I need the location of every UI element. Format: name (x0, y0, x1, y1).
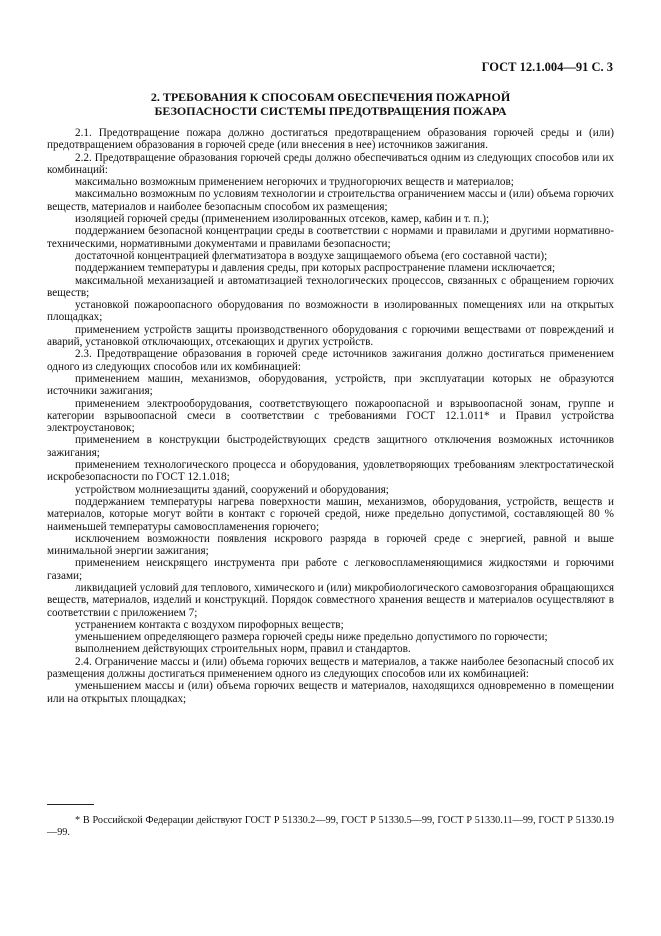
document-body (47, 127, 614, 705)
paragraph: максимально возможным применением негорючих и трудногорючих веществ и материалов; (75, 176, 514, 189)
paragraph: 2.2. Предотвращение образования горючей среды должно обеспечиваться одним из следующих способов или их комбинаций: (47, 151, 614, 176)
paragraph: применением неискрящего инструмента при работе с легковоспламеняющимися жидкостями и горючими газами; (47, 557, 614, 582)
paragraph: уменьшением массы и (или) объема горючих веществ и материалов, находящихся одновременно в помещении или на открытых площадках; (47, 680, 614, 705)
page-header: ГОСТ 12.1.004—91 С. 3 (481, 60, 613, 74)
paragraph: применением в конструкции быстродействующих средств защитного отключения возможных источников зажигания; (47, 434, 614, 459)
footnote-divider (47, 804, 94, 805)
paragraph: выполнением действующих строительных норм, правил и стандартов. (75, 643, 411, 656)
paragraph: применением электрооборудования, соответствующего пожароопасной и взрывоопасной зонам, группе и категории взрывоопасной смеси в соответствии с требованиями ГОСТ 12.1.011* и Правил устройства электроустановок; (47, 397, 614, 435)
paragraph: 2.4. Ограничение массы и (или) объема горючих веществ и материалов, а также наиболее безопасный способ их размещения должны достигаться применением одного из следующих способов или их комбинацией: (47, 655, 614, 681)
section-title-line: 2. ТРЕБОВАНИЯ К СПОСОБАМ ОБЕСПЕЧЕНИЯ ПОЖАРНОЙ (150, 90, 511, 104)
paragraph: максимально возможным по условиям технологии и строительства ограничением массы и (или) объема горючих веществ, материалов и наиболее безопасным способом их размещения; (47, 188, 614, 213)
paragraph: ликвидацией условий для теплового, химического и (или) микробиологического самовозгорания обращающихся веществ, материалов, изделий и конструкций. Порядок совместного хранения веществ и материалов осуществляют в соответствии с приложением 7; (47, 581, 614, 619)
paragraph: устройством молниезащиты зданий, сооружений и оборудования; (75, 483, 389, 496)
paragraph: применением устройств защиты производственного оборудования с горючими веществами от повреждений и аварий, установкой отключающих, отсекающих и других устройств. (47, 323, 614, 349)
paragraph: установкой пожароопасного оборудования по возможности в изолированных помещениях или на открытых площадках; (47, 299, 614, 324)
paragraph: изоляцией горючей среды (применением изолированных отсеков, камер, кабин и т. п.); (75, 213, 490, 226)
paragraph: устранением контакта с воздухом пирофорных веществ; (75, 618, 344, 631)
paragraph: поддержанием безопасной концентрации среды в соответствии с нормами и правилами и другими нормативно-техническими, нормативными документами и правилами безопасности; (47, 225, 614, 250)
footnote: * В Российской Федерации действуют ГОСТ Р 51330.2—99, ГОСТ Р 51330.5—99, ГОСТ Р 51330.11—99, ГОСТ Р 51330.19—99. (47, 815, 614, 838)
paragraph: достаточной концентрацией флегматизатора в воздухе защищаемого объема (его составной части); (75, 249, 548, 262)
paragraph: исключением возможности появления искрового разряда в горючей среде с энергией, равной и выше минимальной энергии зажигания; (47, 532, 614, 558)
paragraph: применением машин, механизмов, оборудования, устройств, при эксплуатации которых не образуются источники зажигания; (47, 372, 614, 398)
paragraph: применением технологического процесса и оборудования, удовлетворяющих требованиям электростатической искробезопасности по ГОСТ 12.1.018; (47, 459, 614, 484)
paragraph: уменьшением определяющего размера горючей среды ниже предельно допустимого по горючести; (75, 631, 548, 644)
paragraph: 2.1. Предотвращение пожара должно достигаться предотвращением образования горючей среды и (или) предотвращением образования в горючей среде (или внесения в нее) источников зажигания. (47, 127, 614, 152)
paragraph: 2.3. Предотвращение образования в горючей среде источников зажигания должно достигаться применением одного из следующих способов или их комбинацией: (47, 348, 614, 373)
paragraph: поддержанием температуры и давления среды, при которых распространение пламени исключается; (75, 262, 556, 275)
section-title-line: БЕЗОПАСНОСТИ СИСТЕМЫ ПРЕДОТВРАЩЕНИЯ ПОЖАРА (154, 103, 507, 118)
section-title (47, 91, 614, 118)
paragraph: поддержанием температуры нагрева поверхности машин, механизмов, оборудования, устройств, веществ и материалов, которые могут войти в контакт с горючей средой, ниже предельно допустимой, составляющей 80 % наименьшей температуры самовоспламенения горючего; (47, 495, 614, 533)
paragraph: максимальной механизацией и автоматизацией технологических процессов, связанных с обращением горючих веществ; (47, 274, 614, 299)
